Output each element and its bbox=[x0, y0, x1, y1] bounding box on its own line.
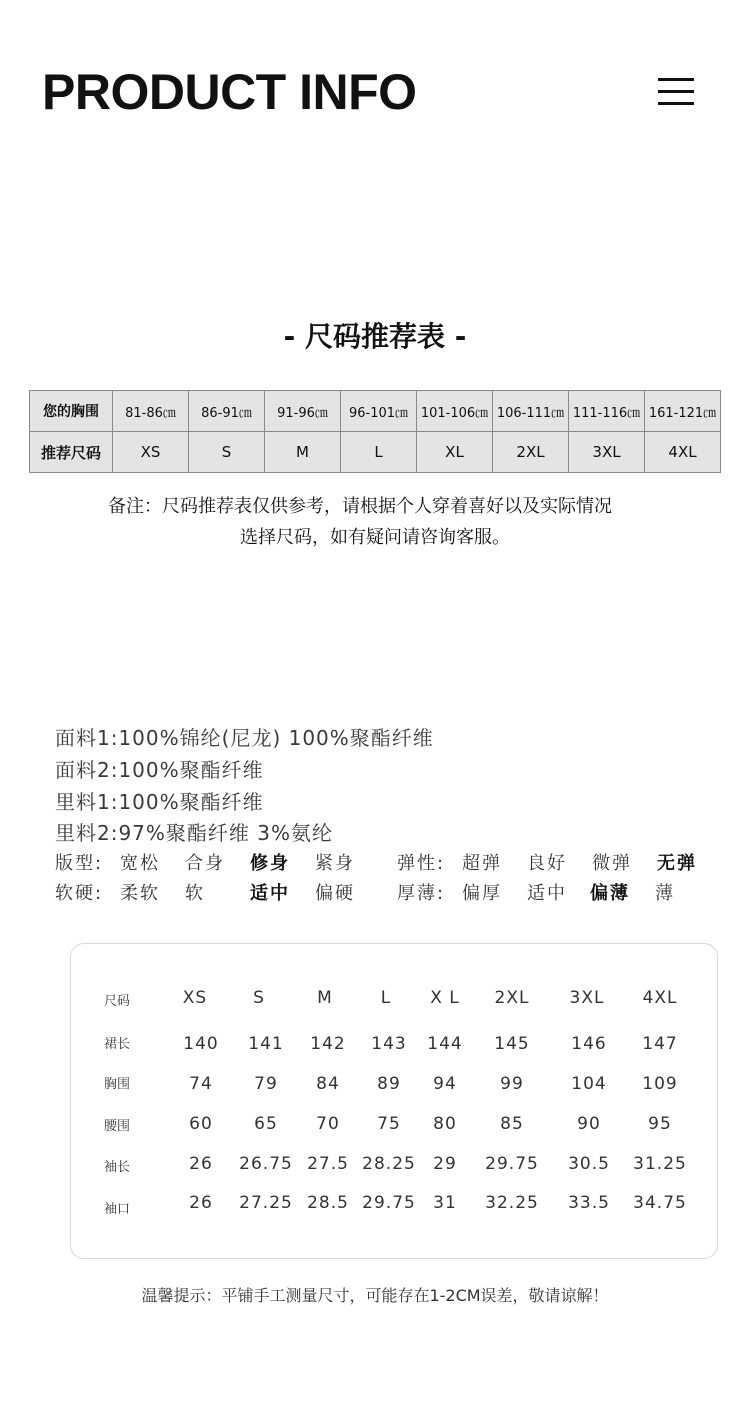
size-header: L bbox=[380, 988, 392, 1008]
size-header: 4XL bbox=[642, 988, 678, 1008]
size-header: 3XL bbox=[569, 988, 605, 1008]
measurement-value: 26.75 bbox=[239, 1154, 293, 1174]
measurement-value: 65 bbox=[254, 1114, 278, 1134]
size-row bbox=[30, 432, 721, 473]
chest-range-cell: 161-121㎝ bbox=[645, 391, 721, 432]
measurement-value: 26 bbox=[189, 1154, 213, 1174]
elasticity-label: 弹性: bbox=[397, 853, 446, 874]
size-cell: 3XL bbox=[569, 432, 645, 473]
size-cell: S bbox=[189, 432, 265, 473]
fit-option-selected: 修身 bbox=[250, 853, 290, 874]
size-header-label: 尺码 bbox=[104, 994, 131, 1009]
measurement-value: 142 bbox=[310, 1034, 346, 1054]
note-line-2: 选择尺码，如有疑问请咨询客服。 bbox=[240, 527, 510, 548]
measurement-value: 144 bbox=[427, 1034, 463, 1054]
measurement-value: 31 bbox=[433, 1193, 457, 1213]
size-cell: XL bbox=[417, 432, 493, 473]
measurement-row-label: 袖口 bbox=[104, 1202, 131, 1217]
measurement-value: 34.75 bbox=[633, 1193, 687, 1213]
measurement-value: 95 bbox=[648, 1114, 672, 1134]
chest-range-cell: 91-96㎝ bbox=[265, 391, 341, 432]
note-line-1: 备注：尺码推荐表仅供参考，请根据个人穿着喜好以及实际情况 bbox=[108, 496, 612, 517]
fabric-line: 面料2:100%聚酯纤维 bbox=[55, 758, 264, 782]
measurement-value: 29 bbox=[433, 1154, 457, 1174]
elasticity-option: 良好 bbox=[527, 853, 567, 874]
thickness-option: 偏厚 bbox=[462, 883, 502, 904]
measurement-value: 27.5 bbox=[307, 1154, 349, 1174]
thickness-label: 厚薄: bbox=[397, 883, 446, 904]
menu-bar bbox=[658, 102, 694, 105]
chest-range-cell: 86-91㎝ bbox=[189, 391, 265, 432]
elasticity-option-selected: 无弹 bbox=[657, 853, 697, 874]
thickness-option: 薄 bbox=[655, 883, 675, 904]
menu-bar bbox=[658, 78, 694, 81]
thickness-option-selected: 偏薄 bbox=[590, 883, 630, 904]
measurement-value: 70 bbox=[316, 1114, 340, 1134]
measurement-row-label: 腰围 bbox=[104, 1119, 131, 1134]
fabric-line: 面料1:100%锦纶(尼龙) 100%聚酯纤维 bbox=[55, 726, 434, 750]
measurement-value: 84 bbox=[316, 1074, 340, 1094]
softness-option: 柔软 bbox=[120, 883, 160, 904]
measurement-value: 27.25 bbox=[239, 1193, 293, 1213]
chest-range-cell: 96-101㎝ bbox=[341, 391, 417, 432]
chest-range-cell: 106-111㎝ bbox=[493, 391, 569, 432]
softness-label: 软硬: bbox=[55, 883, 104, 904]
softness-option: 软 bbox=[185, 883, 205, 904]
size-header: X L bbox=[430, 988, 460, 1008]
chest-range-cell: 101-106㎝ bbox=[417, 391, 493, 432]
measurement-row-label: 裙长 bbox=[104, 1037, 131, 1052]
chest-range-cell: 81-86㎝ bbox=[113, 391, 189, 432]
measurement-value: 31.25 bbox=[633, 1154, 687, 1174]
measurement-value: 29.75 bbox=[362, 1193, 416, 1213]
size-cell: 2XL bbox=[493, 432, 569, 473]
measurement-value: 146 bbox=[571, 1034, 607, 1054]
chest-row bbox=[30, 391, 721, 432]
measurement-value: 79 bbox=[254, 1074, 278, 1094]
elasticity-option: 超弹 bbox=[462, 853, 502, 874]
softness-option: 偏硬 bbox=[315, 883, 355, 904]
hamburger-menu-icon[interactable] bbox=[658, 78, 694, 104]
size-header: XS bbox=[182, 988, 208, 1008]
elasticity-option: 微弹 bbox=[592, 853, 632, 874]
measurement-value: 30.5 bbox=[568, 1154, 610, 1174]
measurement-value: 29.75 bbox=[485, 1154, 539, 1174]
size-cell: 4XL bbox=[645, 432, 721, 473]
measurement-value: 26 bbox=[189, 1193, 213, 1213]
measurement-value: 33.5 bbox=[568, 1193, 610, 1213]
measurement-value: 89 bbox=[377, 1074, 401, 1094]
size-chart-title: - 尺码推荐表 - bbox=[283, 320, 467, 353]
thickness-option: 适中 bbox=[527, 883, 567, 904]
measurement-value: 147 bbox=[642, 1034, 678, 1054]
size-cell: L bbox=[341, 432, 417, 473]
measurement-value: 140 bbox=[183, 1034, 219, 1054]
size-recommendation-table bbox=[29, 390, 721, 473]
size-header: 2XL bbox=[494, 988, 530, 1008]
row-label: 推荐尺码 bbox=[30, 432, 113, 473]
fabric-line: 里料2:97%聚酯纤维 3%氨纶 bbox=[55, 821, 334, 845]
measurement-value: 145 bbox=[494, 1034, 530, 1054]
fabric-line: 里料1:100%聚酯纤维 bbox=[55, 790, 264, 814]
measurement-value: 85 bbox=[500, 1114, 524, 1134]
measurement-value: 75 bbox=[377, 1114, 401, 1134]
size-header: S bbox=[253, 988, 265, 1008]
chest-range-cell: 111-116㎝ bbox=[569, 391, 645, 432]
measurement-value: 94 bbox=[433, 1074, 457, 1094]
measurement-value: 109 bbox=[642, 1074, 678, 1094]
measurement-row-label: 袖长 bbox=[104, 1160, 131, 1175]
size-cell: XS bbox=[113, 432, 189, 473]
fit-label: 版型: bbox=[55, 853, 104, 874]
measurement-value: 60 bbox=[189, 1114, 213, 1134]
measurement-value: 28.5 bbox=[307, 1193, 349, 1213]
measurement-value: 80 bbox=[433, 1114, 457, 1134]
row-label: 您的胸围 bbox=[30, 391, 113, 432]
page-title: PRODUCT INFO bbox=[42, 64, 417, 120]
measurement-value: 90 bbox=[577, 1114, 601, 1134]
measurement-value: 28.25 bbox=[362, 1154, 416, 1174]
measurement-value: 99 bbox=[500, 1074, 524, 1094]
size-header: M bbox=[317, 988, 333, 1008]
measurement-value: 74 bbox=[189, 1074, 213, 1094]
fit-option: 紧身 bbox=[315, 853, 355, 874]
measurement-tip: 温馨提示：平铺手工测量尺寸，可能存在1-2CM误差，敬请谅解！ bbox=[141, 1286, 609, 1305]
measurement-value: 104 bbox=[571, 1074, 607, 1094]
softness-option-selected: 适中 bbox=[250, 883, 290, 904]
measurement-value: 143 bbox=[371, 1034, 407, 1054]
fit-option: 宽松 bbox=[120, 853, 160, 874]
measurement-value: 141 bbox=[248, 1034, 284, 1054]
fit-option: 合身 bbox=[185, 853, 225, 874]
measurement-value: 32.25 bbox=[485, 1193, 539, 1213]
size-cell: M bbox=[265, 432, 341, 473]
measurement-row-label: 胸围 bbox=[104, 1077, 131, 1092]
menu-bar bbox=[658, 90, 694, 93]
